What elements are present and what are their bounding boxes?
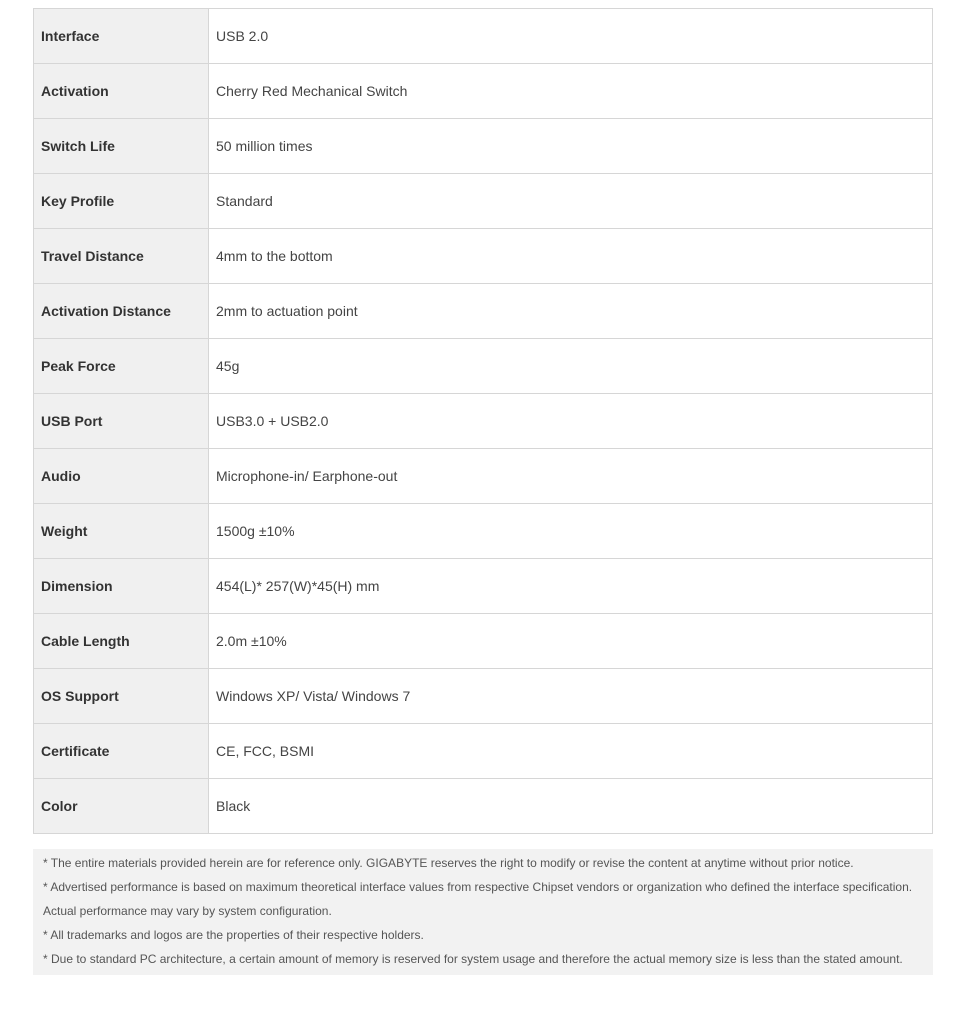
spec-label: OS Support — [34, 669, 209, 724]
spec-row-usb-port — [34, 394, 933, 449]
spec-value: 454(L)* 257(W)*45(H) mm — [209, 559, 933, 614]
spec-label: Audio — [34, 449, 209, 504]
spec-row-activation-distance — [34, 284, 933, 339]
spec-label: USB Port — [34, 394, 209, 449]
spec-label: Activation Distance — [34, 284, 209, 339]
spec-table — [33, 8, 933, 834]
spec-value: Black — [209, 779, 933, 834]
spec-value: Windows XP/ Vista/ Windows 7 — [209, 669, 933, 724]
spec-row-key-profile — [34, 174, 933, 229]
spec-row-audio — [34, 449, 933, 504]
spec-label: Weight — [34, 504, 209, 559]
spec-label: Cable Length — [34, 614, 209, 669]
spec-value: USB3.0 + USB2.0 — [209, 394, 933, 449]
spec-row-certificate — [34, 724, 933, 779]
spec-value: 50 million times — [209, 119, 933, 174]
spec-row-travel-distance — [34, 229, 933, 284]
spec-row-os-support — [34, 669, 933, 724]
spec-row-peak-force — [34, 339, 933, 394]
spec-label: Interface — [34, 9, 209, 64]
disclaimer-note: * The entire materials provided herein are for reference only. GIGABYTE reserves the right to modify or revise the content at anytime without prior notice. — [43, 856, 854, 870]
disclaimer-notes — [33, 849, 933, 975]
spec-row-interface — [34, 9, 933, 64]
spec-label: Certificate — [34, 724, 209, 779]
spec-row-cable-length — [34, 614, 933, 669]
spec-label: Color — [34, 779, 209, 834]
spec-value: Microphone-in/ Earphone-out — [209, 449, 933, 504]
spec-value: Cherry Red Mechanical Switch — [209, 64, 933, 119]
spec-row-dimension — [34, 559, 933, 614]
spec-label: Activation — [34, 64, 209, 119]
spec-label: Travel Distance — [34, 229, 209, 284]
spec-value: 2mm to actuation point — [209, 284, 933, 339]
spec-label: Switch Life — [34, 119, 209, 174]
spec-value: 2.0m ±10% — [209, 614, 933, 669]
spec-value: CE, FCC, BSMI — [209, 724, 933, 779]
spec-label: Dimension — [34, 559, 209, 614]
spec-label: Key Profile — [34, 174, 209, 229]
disclaimer-note: * All trademarks and logos are the properties of their respective holders. — [43, 928, 424, 942]
disclaimer-note: * Due to standard PC architecture, a certain amount of memory is reserved for system usage and therefore the actual memory size is less than the stated amount. — [43, 952, 903, 966]
spec-value: 45g — [209, 339, 933, 394]
spec-value: USB 2.0 — [209, 9, 933, 64]
spec-row-weight — [34, 504, 933, 559]
spec-value: 4mm to the bottom — [209, 229, 933, 284]
spec-row-switch-life — [34, 119, 933, 174]
spec-value: 1500g ±10% — [209, 504, 933, 559]
spec-row-activation — [34, 64, 933, 119]
spec-label: Peak Force — [34, 339, 209, 394]
disclaimer-note: * Advertised performance is based on maximum theoretical interface values from respective Chipset vendors or organization who defined the interface specification. Actual performance may vary by system configuration. — [43, 880, 913, 918]
spec-value: Standard — [209, 174, 933, 229]
spec-row-color — [34, 779, 933, 834]
